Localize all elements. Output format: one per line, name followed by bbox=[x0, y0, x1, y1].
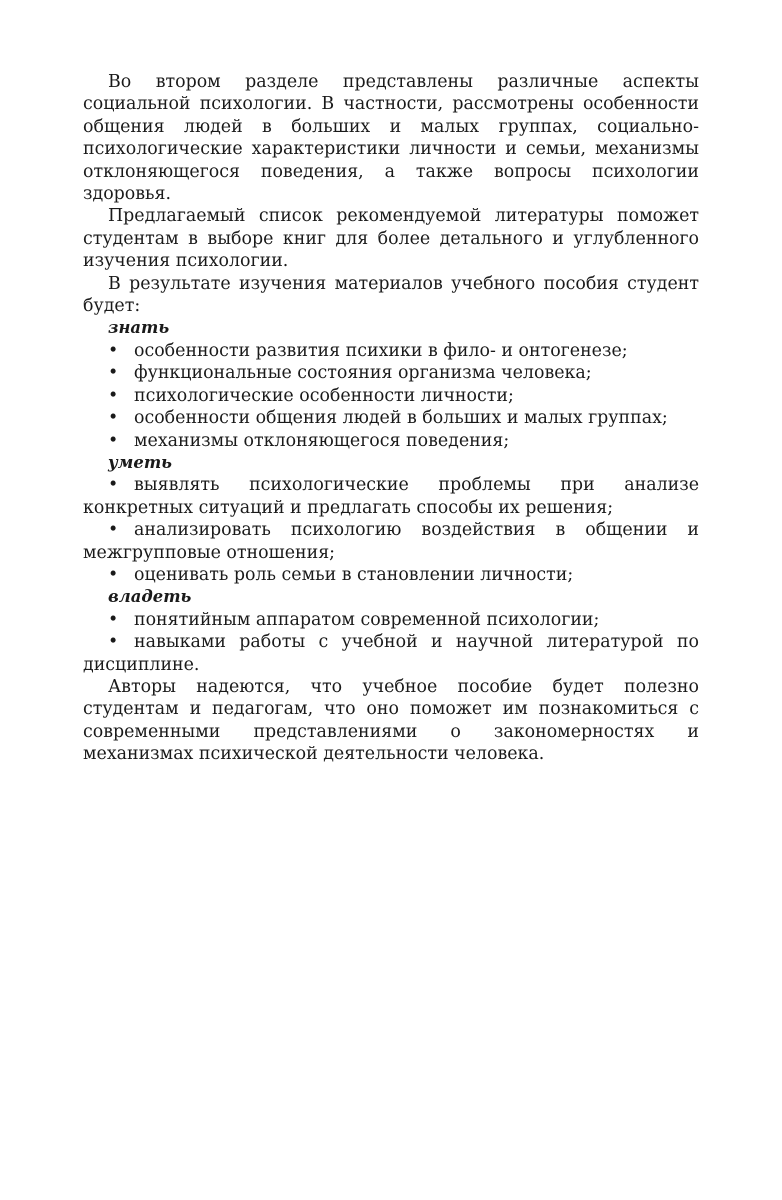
intro-paragraph-1: Во втором разделе представлены различные аспекты социальной психологии. В частности, рассмотрены особенности общения людей в больших и малых группах, социально-психологические характеристики личности и семьи, механизмы отклоняющегося поведения, а также вопросы психологии здоровья. bbox=[83, 72, 699, 205]
bullet-icon: • bbox=[108, 408, 119, 429]
bullet-icon: • bbox=[108, 430, 119, 451]
list-item: • особенности общения людей в больших и малых группах; bbox=[108, 408, 668, 429]
list-item: • выявлять психологические проблемы при анализе конкретных ситуаций и предлагать способы их решения; bbox=[83, 475, 699, 518]
bullet-icon: • bbox=[108, 385, 119, 406]
bullet-icon: • bbox=[108, 475, 119, 496]
list-item: • понятийным аппаратом современной психологии; bbox=[108, 609, 600, 630]
list-item: • навыками работы с учебной и научной литературой по дисциплине. bbox=[83, 632, 699, 675]
can-heading: уметь bbox=[108, 452, 172, 472]
bullet-icon: • bbox=[108, 520, 119, 541]
master-heading: владеть bbox=[108, 587, 192, 607]
know-heading: знать bbox=[108, 318, 170, 338]
intro-paragraph-3: В результате изучения материалов учебного пособия студент будет: bbox=[83, 273, 699, 317]
page-body bbox=[83, 71, 699, 766]
list-item: • психологические особенности личности; bbox=[108, 385, 514, 406]
master-list bbox=[83, 609, 699, 676]
list-item: • оценивать роль семьи в становлении личности; bbox=[108, 564, 574, 585]
closing-paragraph: Авторы надеются, что учебное пособие будет полезно студентам и педагогам, что оно поможет им познакомиться с современными представлениями о закономерностях и механизмах психической деятельности человека. bbox=[83, 676, 699, 765]
bullet-icon: • bbox=[108, 564, 119, 585]
can-list bbox=[83, 474, 699, 586]
know-list bbox=[83, 340, 699, 452]
list-item: • механизмы отклоняющегося поведения; bbox=[108, 430, 510, 451]
intro-paragraph-2: Предлагаемый список рекомендуемой литературы поможет студентам в выборе книг для более детального и углубленного изучения психологии. bbox=[83, 206, 699, 272]
bullet-icon: • bbox=[108, 340, 119, 361]
list-item: • функциональные состояния организма человека; bbox=[108, 363, 592, 384]
bullet-icon: • bbox=[108, 363, 119, 384]
list-item: • особенности развития психики в фило- и онтогенезе; bbox=[108, 340, 628, 361]
bullet-icon: • bbox=[108, 632, 119, 653]
bullet-icon: • bbox=[108, 609, 119, 630]
list-item: • анализировать психологию воздействия в общении и межгрупповые отношения; bbox=[83, 520, 699, 563]
